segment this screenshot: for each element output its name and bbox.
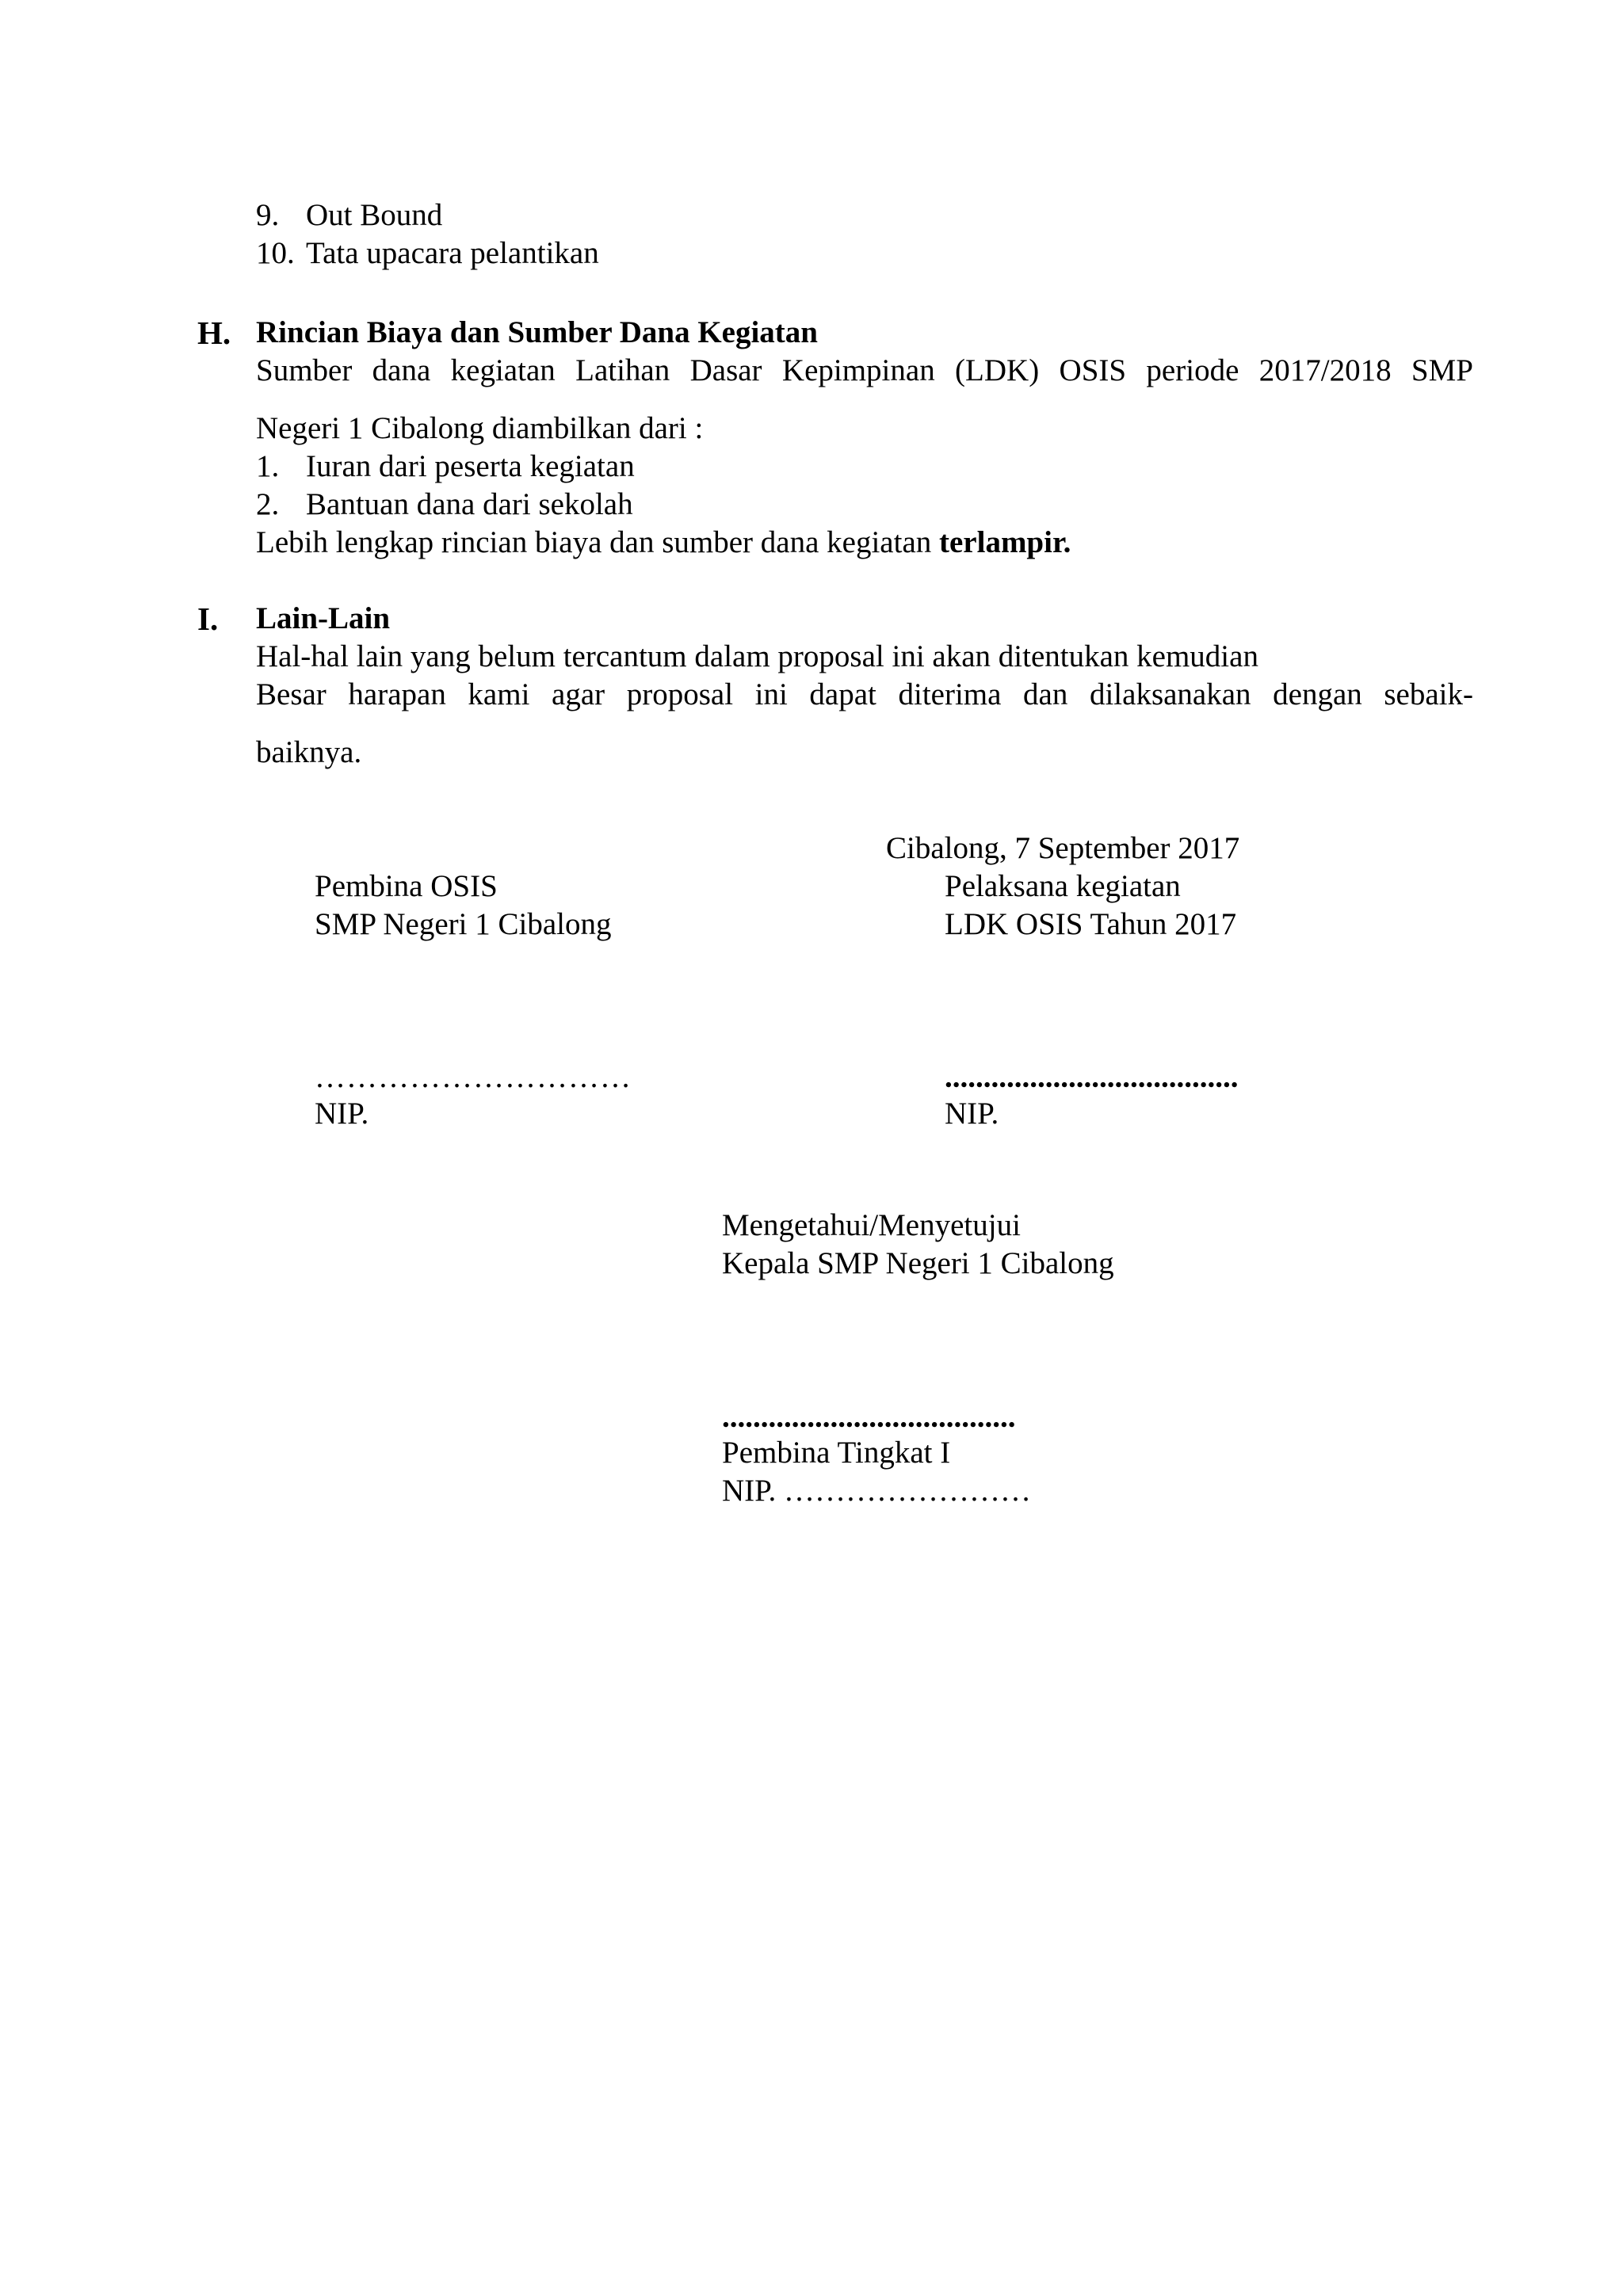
paragraph-line: Besar harapan kami agar proposal ini dapat diterima dan dilaksanakan dengan sebaik- [256,677,1473,711]
place-date: Cibalong, 7 September 2017 [886,831,1240,865]
list-item-text: Bantuan dana dari sekolah [306,487,633,521]
left-signer-org: SMP Negeri 1 Cibalong [315,907,612,941]
principal-signature-line: ...................................... [722,1400,1016,1434]
left-nip: NIP. [315,1097,369,1131]
section-title: Lain-Lain [256,601,391,635]
paragraph-line: baiknya. [256,735,362,769]
right-signature-line: ...................................... [945,1060,1239,1094]
right-signer-org: LDK OSIS Tahun 2017 [945,907,1237,941]
list-item-text: Iuran dari peserta kegiatan [306,449,635,483]
paragraph-line: Sumber dana kegiatan Latihan Dasar Kepimpinan (LDK) OSIS periode 2017/2018 SMP [256,353,1473,387]
section-title: Rincian Biaya dan Sumber Dana Kegiatan [256,315,818,349]
paragraph-line: Negeri 1 Cibalong diambilkan dari : [256,411,704,445]
principal-rank: Pembina Tingkat I [722,1436,951,1470]
right-nip: NIP. [945,1097,999,1131]
list-item-number: 1. [256,449,280,483]
principal-title: Kepala SMP Negeri 1 Cibalong [722,1246,1114,1280]
closing-text: Lebih lengkap rincian biaya dan sumber dana kegiatan [256,525,939,559]
paragraph-line: Hal-hal lain yang belum tercantum dalam proposal ini akan ditentukan kemudian [256,639,1258,673]
left-signer-role: Pembina OSIS [315,869,498,903]
list-item-number: 10. [256,236,295,270]
list-item-number: 2. [256,487,280,521]
left-signature-line: ………………………… [315,1060,632,1094]
approval-label: Mengetahui/Menyetujui [722,1208,1021,1242]
section-letter: H. [197,315,231,351]
principal-nip: NIP. …………………… [722,1474,1032,1508]
list-item-text: Out Bound [306,198,443,232]
closing-sentence [256,524,1071,562]
right-signer-role: Pelaksana kegiatan [945,869,1181,903]
list-item-text: Tata upacara pelantikan [306,236,599,270]
closing-bold: terlampir. [939,525,1071,559]
list-item-number: 9. [256,198,280,232]
section-letter: I. [197,601,219,637]
